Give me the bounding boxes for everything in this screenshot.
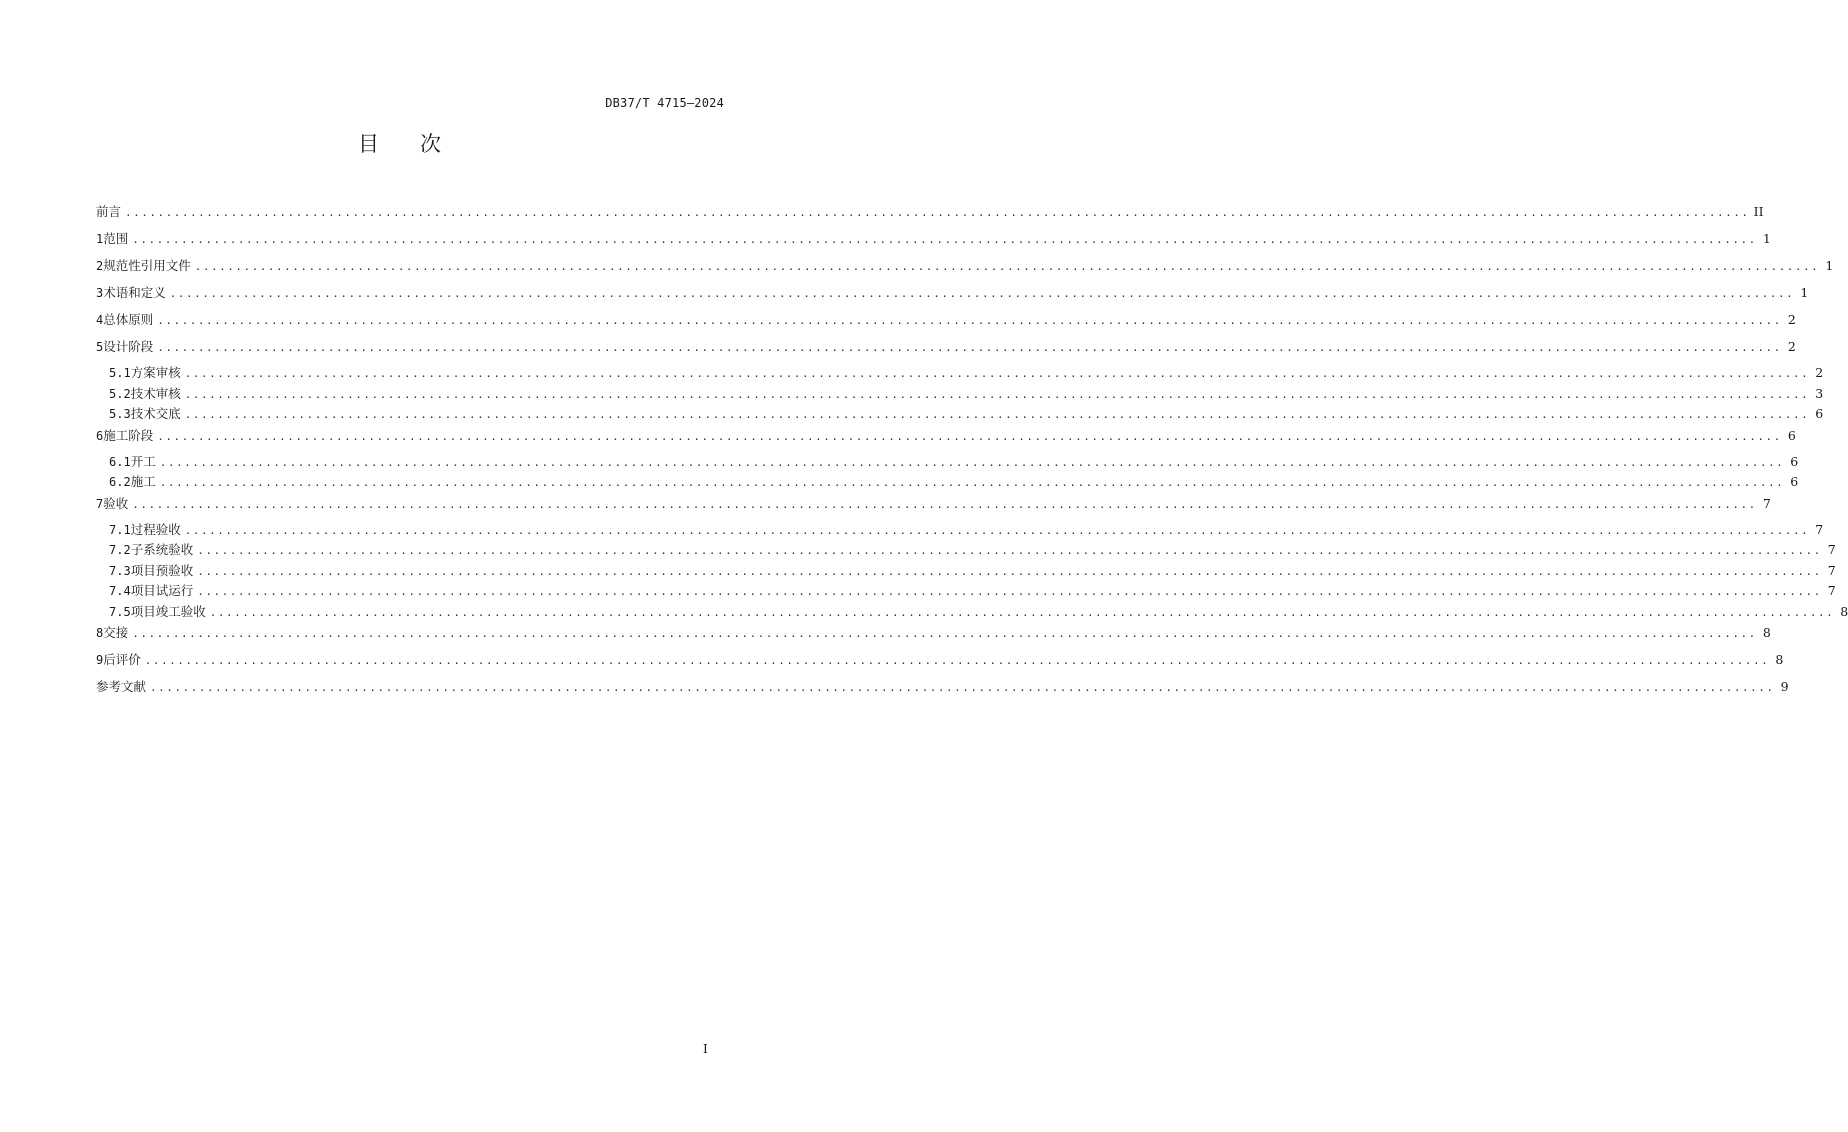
toc-entry-number: 7.3 [109,563,131,578]
toc-entry-label: 技术审核 [130,385,181,401]
toc-entry-page: 9 [1780,679,1789,694]
toc-entry-label: 子系统验收 [130,542,194,557]
toc-entry-number: 7.4 [109,584,131,598]
toc-entry-number: 7.2 [109,543,131,557]
toc-leader-dots: ........................................................................................................................................................................................................ [197,585,1822,598]
toc-leader-dots: ........................................................................................................................................................................................................ [157,429,1782,443]
toc-entry[interactable] [96,309,1796,336]
toc-entry[interactable] [96,282,1809,309]
toc-leader-dots: ........................................................................................................................................................................................................ [184,523,1810,537]
toc-subentry[interactable] [96,602,1848,623]
toc-leader-dots: ........................................................................................................................................................................................................ [132,627,1757,640]
toc-entry-page: 7 [1827,583,1836,598]
toc-entry-page: 6 [1787,427,1796,443]
toc-entry-label: 过程验收 [130,521,181,537]
toc-entry-label: 开工 [130,453,156,469]
toc-subentry[interactable] [96,561,1836,582]
toc-entry-number: 7.1 [109,522,131,537]
toc-entry-page: 1 [1762,231,1771,246]
toc-subentry[interactable] [96,363,1824,384]
toc-entry-label: 技术交底 [130,406,181,421]
toc-entry-page: 6 [1815,406,1824,421]
toc-entry-page: 6 [1790,453,1799,469]
toc-entry[interactable] [96,649,1784,676]
toc-entry-page: 1 [1825,258,1834,273]
toc-leader-dots: ........................................................................................................................................................................................................ [184,367,1810,380]
toc-entry-page: 1 [1800,285,1809,300]
toc-entry-page: 2 [1787,312,1796,327]
toc-entry-number: 1 [96,232,104,246]
toc-entry-label: 范围 [103,231,129,246]
toc-entry-number: 6 [96,428,104,443]
toc-entry-label: 项目竣工验收 [130,603,206,619]
toc-leader-dots: ........................................................................................................................................................................................................ [159,476,1785,489]
toc-entry-label: 项目预验收 [130,562,194,578]
toc-leader-dots: ........................................................................................................................................................................................................ [125,206,1750,219]
toc-leader-dots: ........................................................................................................................................................................................................ [184,387,1810,401]
toc-entry-page: 8 [1775,652,1784,667]
toc-entry[interactable] [96,228,1771,255]
toc-entry-number: 9 [96,653,104,667]
footer-page-number: I [703,1042,708,1056]
toc-subentry[interactable] [96,404,1824,425]
toc-entry-page: 2 [1815,365,1824,380]
toc-entry-number: 8 [96,626,104,640]
toc-entry-number: 7.5 [109,604,131,619]
toc-entry-label: 项目试运行 [130,583,194,598]
page-title [0,128,800,158]
toc-entry-label: 规范性引用文件 [103,258,191,273]
toc-entry-page: 8 [1762,625,1771,640]
toc-entry-page: 7 [1827,562,1836,578]
toc-entry-label: 后评价 [103,652,141,667]
toc-entry-page: 6 [1790,474,1799,489]
toc-entry-label: 验收 [103,495,129,511]
toc-leader-dots: ........................................................................................................................................................................................................ [197,544,1822,557]
toc-subentry[interactable] [96,581,1836,602]
toc-entry-label: 总体原则 [103,312,154,327]
toc-entry[interactable] [96,425,1796,452]
toc-entry-number: 5.1 [109,366,131,380]
toc-entry-page: 7 [1827,542,1836,557]
toc-entry-label: 设计阶段 [103,339,154,354]
toc-entry-number: 7 [96,496,104,511]
toc-entry-label: 施工 [130,474,156,489]
toc-subentry[interactable] [96,540,1836,561]
toc-leader-dots: ........................................................................................................................................................................................................ [197,564,1822,578]
toc-entry[interactable] [96,255,1834,282]
toc-leader-dots: ........................................................................................................................................................................................................ [184,408,1810,421]
toc-entry-number: 4 [96,313,104,327]
toc-entry-page: 3 [1815,385,1824,401]
toc-entry-number: 5 [96,340,104,354]
toc-entry-number: 5.2 [109,386,131,401]
toc-leader-dots: ........................................................................................................................................................................................................ [194,260,1820,273]
toc-leader-dots: ........................................................................................................................................................................................................ [209,605,1835,619]
toc-subentry[interactable] [96,520,1824,541]
document-code: DB37/T 4715—2024 [605,96,724,110]
toc-entry-label: 方案审核 [130,365,181,380]
toc-subentry[interactable] [96,452,1799,473]
toc-entry-label: 术语和定义 [103,285,166,300]
toc-leader-dots: ........................................................................................................................................................................................................ [169,287,1795,300]
toc-leader-dots: ........................................................................................................................................................................................................ [144,654,1770,667]
toc-entry-number: 2 [96,259,104,273]
toc-entry[interactable] [96,676,1789,703]
page-title-left: 目 [358,132,380,156]
toc-subentry[interactable] [96,384,1824,405]
toc-entry-number: 3 [96,286,104,300]
table-of-contents [96,201,1848,703]
toc-leader-dots: ........................................................................................................................................................................................................ [157,314,1782,327]
toc-entry-number: 5.3 [109,407,131,421]
toc-entry-number: 6.2 [109,475,131,489]
toc-leader-dots: ........................................................................................................................................................................................................ [150,681,1775,694]
toc-entry-page: 7 [1762,495,1771,511]
toc-entry[interactable] [96,201,1764,228]
toc-entry-page: 2 [1787,339,1796,354]
toc-leader-dots: ........................................................................................................................................................................................................ [159,455,1785,469]
toc-entry-page: 8 [1840,603,1848,619]
toc-entry-label: 施工阶段 [103,427,154,443]
toc-entry[interactable] [96,336,1796,363]
toc-entry[interactable] [96,493,1771,520]
toc-entry-label: 参考文献 [96,679,147,694]
toc-leader-dots: ........................................................................................................................................................................................................ [157,341,1782,354]
toc-entry[interactable] [96,622,1771,649]
toc-entry-number: 6.1 [109,454,131,469]
toc-leader-dots: ........................................................................................................................................................................................................ [132,233,1757,246]
page-title-right: 次 [420,132,442,156]
toc-entry-page: II [1753,204,1764,219]
toc-entry-label: 交接 [103,625,129,640]
toc-subentry[interactable] [96,472,1799,493]
toc-entry-label: 前言 [96,204,122,219]
toc-entry-page: 7 [1815,521,1824,537]
toc-leader-dots: ........................................................................................................................................................................................................ [132,497,1757,511]
